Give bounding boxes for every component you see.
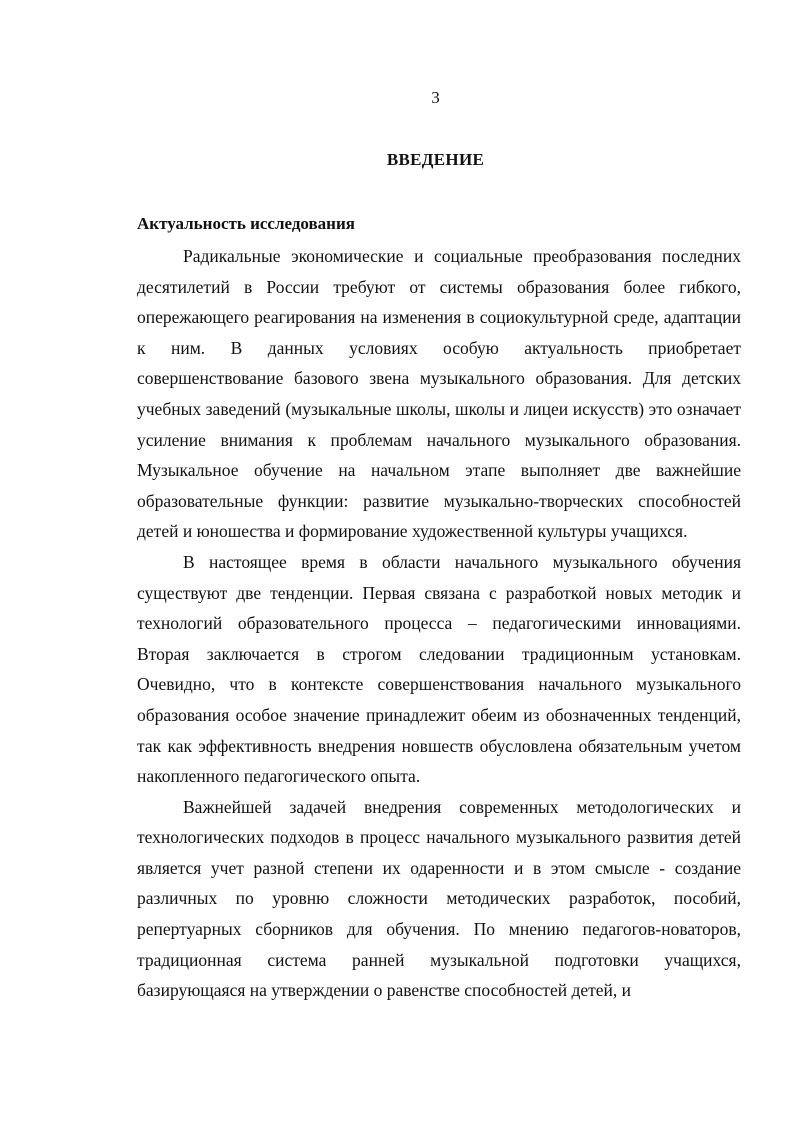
- page-number: 3: [431, 88, 440, 107]
- body-text: [137, 241, 741, 1006]
- paragraph-1: Радикальные экономические и социальные преобразования последних десятилетий в России требуют от системы образования более гибкого, опережающего реагирования на изменения в социокультурной среде, адаптации к ним. В данных условиях особую актуальность приобретает совершенствование базового звена музыкального образования. Для детских учебных заведений (музыкальные школы, школы и лицеи искусств) это означает усиление внимания к проблемам начального музыкального образования. Музыкальное обучение на начальном этапе выполняет две важнейшие образовательные функции: развитие музыкально-творческих способностей детей и юношества и формирование художественной культуры учащихся.: [137, 246, 741, 542]
- section-heading: ВВЕДЕНИЕ: [386, 150, 485, 169]
- paragraph-2: В настоящее время в области начального музыкального обучения существуют две тенденции. Первая связана с разработкой новых методик и технологий образовательного процесса – педагогическими инновациями. Вторая заключается в строгом следовании традиционным установкам. Очевидно, что в контексте совершенствования начального музыкального образования особое значение принадлежит обеим из обозначенных тенденций, так как эффективность внедрения новшеств обусловлена обязательным учетом накопленного педагогического опыта.: [137, 551, 741, 787]
- subsection-heading: Актуальность исследования: [137, 214, 355, 233]
- paragraph-3: Важнейшей задачей внедрения современных методологических и технологических подходов в процесс начального музыкального развития детей является учет разной степени их одаренности и в этом смысле - создание различных по уровню сложности методических разработок, пособий, репертуарных сборников для обучения. По мнению педагогов-новаторов, традиционная система ранней музыкальной подготовки учащихся, базирующаяся на утверждении о равенстве способностей детей, и: [137, 796, 741, 1001]
